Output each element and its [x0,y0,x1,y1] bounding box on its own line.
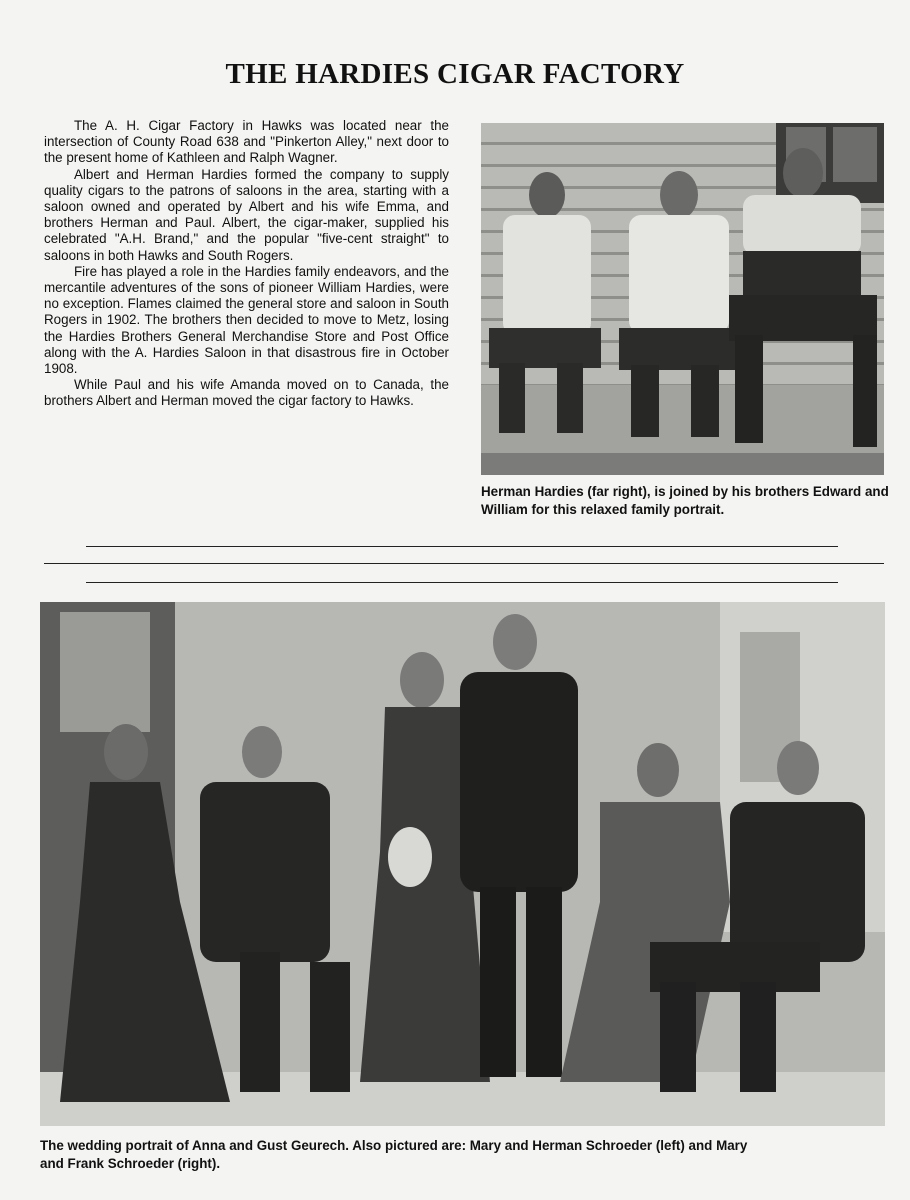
brothers-photo-caption: Herman Hardies (far right), is joined by his brothers Edward and William for this relaxed family portrait. [481,484,889,517]
wedding-photo [40,602,885,1126]
wedding-photo-caption: The wedding portrait of Anna and Gust Geurech. Also pictured are: Mary and Herman Schroeder (left) and Mary and Frank Schroeder (right). [40,1138,748,1171]
article-body [44,118,449,410]
page-title: THE HARDIES CIGAR FACTORY [225,58,685,90]
article-paragraph: Fire has played a role in the Hardies family endeavors, and the mercantile adventures of the sons of pioneer William Hardies, were no exception. Flames claimed the general store and saloon in South Rogers in 1902. The brothers then decided to move to Metz, losing the Hardies Brothers General Merchandise Store and Post Office along with the A. Hardies Saloon in that disastrous fire in October 1908. [44,263,449,377]
brothers-photo [481,123,884,475]
article-paragraph: Albert and Herman Hardies formed the company to supply quality cigars to the patrons of saloons in the area, starting with a saloon owned and operated by Albert and his wife Emma, and brothers Herman and Paul. Albert, the cigar-maker, supplied his celebrated "A.H. Brand," and the popular "five-cent straight" to saloons in both Hawks and South Rogers. [44,166,449,263]
article-paragraph: While Paul and his wife Amanda moved on to Canada, the brothers Albert and Herman moved the cigar factory to Hawks. [44,377,449,409]
divider-rule [86,582,838,583]
article-paragraph: The A. H. Cigar Factory in Hawks was located near the intersection of County Road 638 and "Pinkerton Alley," next door to the present home of Kathleen and Ralph Wagner. [44,118,449,166]
divider-rule [86,546,838,547]
divider-rule [44,563,884,564]
